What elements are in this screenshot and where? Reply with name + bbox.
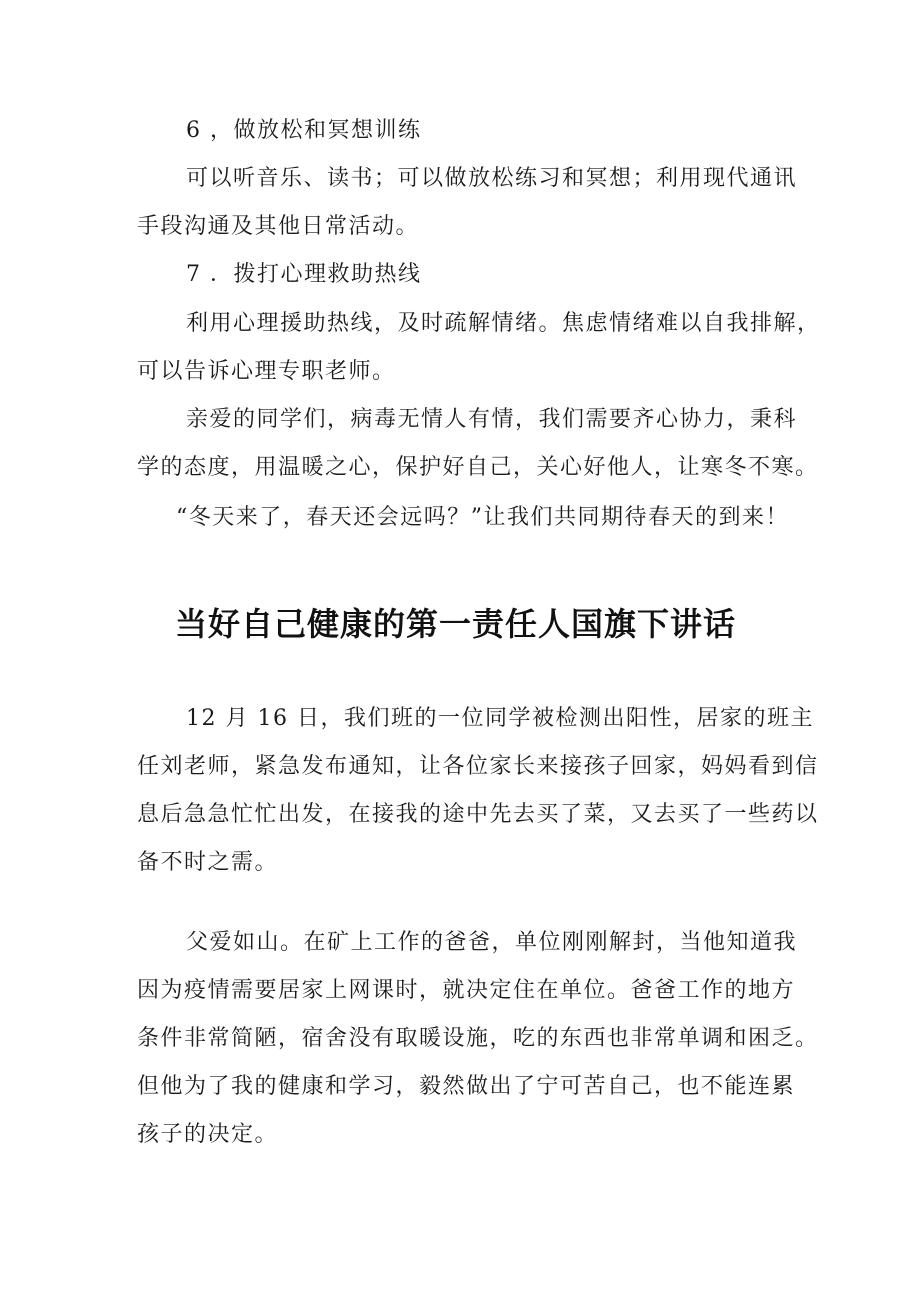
item-6-text-line-1: 可以听音乐、读书；可以做放松练习和冥想；利用现代通讯 [186, 166, 798, 191]
item-7-text-line-1: 利用心理援助热线，及时疏解情绪。焦虑情绪难以自我排解， [186, 311, 821, 336]
closing-quote: “冬天来了，春天还会远吗？”让我们共同期待春天的到来！ [176, 505, 789, 530]
item-7-heading: 7 ．拨打心理救助热线 [186, 262, 422, 287]
paragraph-2-line-4: 但他为了我的健康和学习，毅然做出了宁可苦自己，也不能连累 [137, 1074, 796, 1099]
paragraph-1-line-2: 任刘老师，紧急发布通知，让各位家长来接孩子回家，妈妈看到信 [137, 754, 819, 779]
paragraph-1-line-4: 备不时之需。 [137, 850, 279, 875]
paragraph-1-line-1: 12 月 16 日，我们班的一位同学被检测出阳性，居家的班主 [186, 706, 814, 731]
closing-line-1: 亲爱的同学们，病毒无情人有情，我们需要齐心协力，秉科 [186, 407, 798, 432]
closing-line-2: 学的态度，用温暖之心，保护好自己，关心好他人，让寒冬不寒。 [137, 455, 819, 480]
item-6-text-line-2: 手段沟通及其他日常活动。 [137, 214, 420, 239]
item-7-text-line-2: 可以告诉心理专职老师。 [137, 359, 396, 384]
speech-title: 当好自己健康的第一责任人国旗下讲话 [175, 605, 737, 643]
paragraph-2-line-5: 孩子的决定。 [137, 1122, 279, 1147]
paragraph-1-line-3: 息后急急忙忙出发，在接我的途中先去买了菜，又去买了一些药以 [137, 802, 819, 827]
paragraph-2-line-2: 因为疫情需要居家上网课时，就决定住在单位。爸爸工作的地方 [137, 978, 796, 1003]
paragraph-2-line-1: 父爱如山。在矿上工作的爸爸，单位刚刚解封，当他知道我 [186, 930, 798, 955]
item-6-heading: 6 ，做放松和冥想训练 [186, 118, 422, 143]
paragraph-2-line-3: 条件非常简陋，宿舍没有取暖设施，吃的东西也非常单调和困乏。 [137, 1026, 819, 1051]
